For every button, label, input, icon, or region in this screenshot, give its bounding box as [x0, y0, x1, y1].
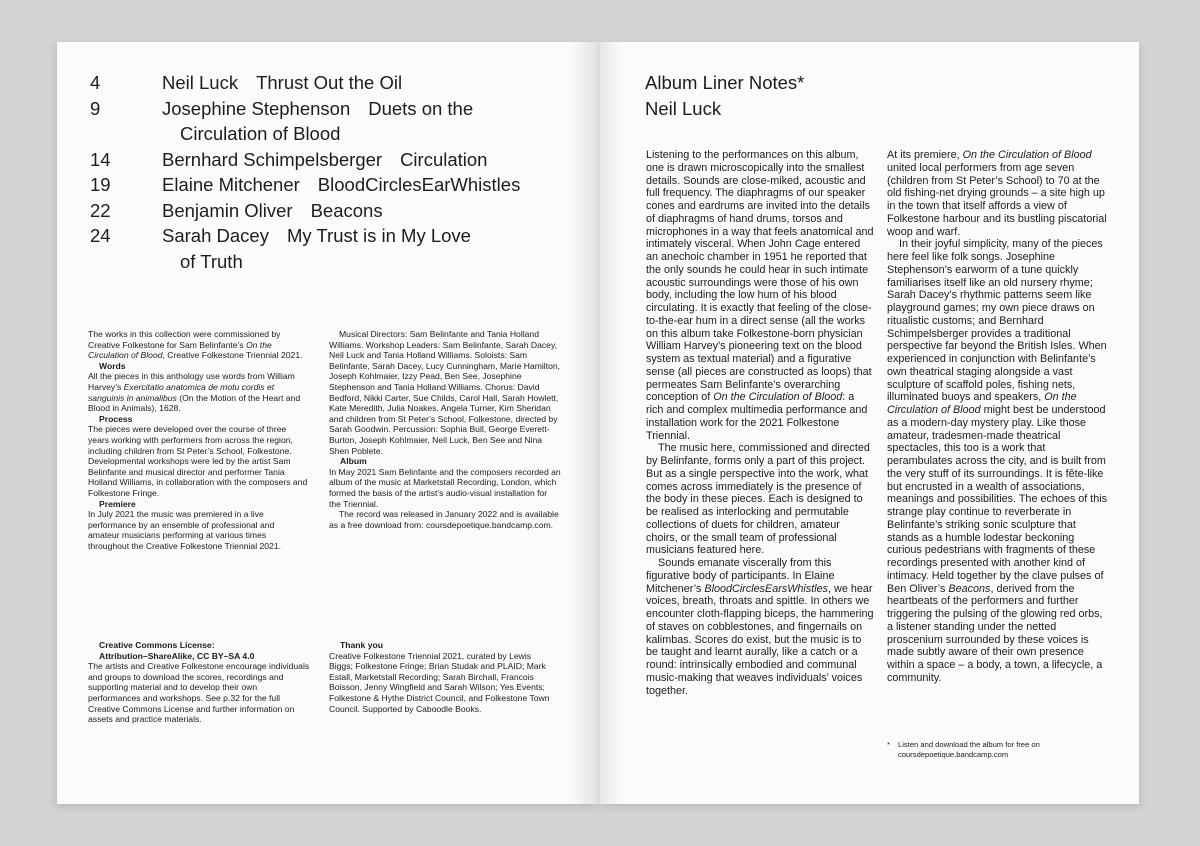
album-paragraph: In May 2021 Sam Belinfante and the composers recorded an album of the music at Marketstall Recording, London, which formed the basis of the artist’s audio-visual installation for the Triennial. — [329, 466, 561, 509]
footnote-text: Listen and download the album for free on coursdepoetique.bandcamp.com — [898, 740, 1040, 759]
italic-title: Beacons — [948, 582, 991, 595]
toc-title: My Trust is in My Love — [286, 225, 471, 246]
premiere-paragraph: In July 2021 the music was premiered in a live performance by an ensemble of professional and amateur musicians performing at various times throughout the Creative Folkestone Triennial 2021. — [88, 509, 282, 551]
process-heading: Process — [99, 413, 133, 424]
toc-artist: Sarah Dacey — [162, 225, 269, 246]
body-paragraph: The music here, commissioned and directed by Belinfante, forms only a part of this project. But as a single perspective into the work, what comes across immediately is the presence of the body in these pieces. Each is designed to be realised as interlocking and permutable collections of duets for children, amateur choirs, or the small team of professional musicians featured here. — [646, 442, 870, 557]
body-text: In their joyful simplicity, many of the pieces here feel like folk songs. Josephine Stephenson’s earworm of a tune quickly familiarises itself like an old nursery rhyme; Sarah Dacey’s rhythmic patterns seem like playground games; my own piece draws on ritualistic customs; and Bernhard Schimpelsberger provides a traditional perspective far beyond the British Isles. When experienced in conjunction with Belinfante’s own theatrical staging alongside a vast sculpture of scaffold poles, fishing nets, illuminated buoys and speakers, — [887, 238, 1107, 404]
toc-title: Circulation — [400, 148, 488, 170]
intro-text: The works in this collection were commissioned by Creative Folkestone for Sam Belinfante’s — [88, 329, 281, 350]
toc-page-number: 9 — [90, 97, 101, 119]
toc-title: BloodCirclesEarWhistles — [317, 174, 521, 195]
words-text: All the pieces in this anthology use words from William Harvey’s — [88, 371, 295, 392]
intro-paragraph — [88, 329, 308, 361]
body-text: At its premiere, — [887, 149, 960, 161]
liner-notes-author: Neil Luck — [645, 97, 722, 119]
album-heading: Album — [340, 456, 367, 467]
intro-text-end: , Creative Folkestone Triennial 2021. — [162, 350, 303, 361]
license-paragraph: The artists and Creative Folkestone encourage individuals and groups to download the scores, recordings and supporting material and to develop their own performances and workshops. See p.32 for the full Creative Commons License and further information on assets and practice materials. — [88, 661, 310, 725]
italic-title: On the Circulation of Blood — [887, 391, 1077, 416]
body-text: , we hear voices, breath, throats and spittle. In others we encounter cloth-flapping biceps, the hammering of staves on cobblestones, and fingernails on kalimbas. Scores do exist, but the music is to be taught and learnt aurally, like a catch or a round: intrinsically embodied and communal music-making that weaves individuals’ voices together. — [646, 582, 874, 697]
license-block — [88, 640, 310, 725]
toc-page-number: 14 — [90, 148, 111, 170]
thanks-heading: Thank you — [340, 640, 383, 650]
toc-entry — [90, 223, 570, 274]
toc-title-continued: of Truth — [180, 250, 243, 272]
liner-notes-title: Album Liner Notes* — [645, 72, 805, 93]
left-page — [57, 42, 600, 804]
body-text: Sounds emanate viscerally from this figurative body of participants. In Elaine Mitchener’s — [646, 557, 835, 595]
toc-entry — [90, 172, 570, 198]
gutter-shadow — [600, 42, 622, 804]
toc-title: Beacons — [310, 199, 383, 221]
album-release-paragraph: The record was released in January 2022 and is available as a free download from: coursdepoetique.bandcamp.com. — [329, 509, 559, 530]
toc-entry — [90, 198, 570, 224]
toc-page-number: 19 — [90, 174, 111, 195]
body-paragraph — [887, 238, 1109, 684]
body-paragraph — [646, 149, 874, 442]
colophon-column-2 — [329, 329, 561, 530]
toc-page-number: 4 — [90, 72, 101, 93]
words-italic-title: Exercitatio anatomica de motu cordis et sanguinis in animalibus — [88, 381, 275, 403]
book-spread — [57, 42, 1139, 804]
thanks-paragraph: Creative Folkestone Triennial 2021, curated by Lewis Biggs; Folkestone Fringe; Brian Studak and PLAID; Mark Estall, Marketstall Recording; Sarah Birchall, Francois Boisson, Jenny Wingfield and Sarah Wilson; Yes Events; Folkestone & Hythe District Council, and Folkestone Town Council. Supported by Caboodle Books. — [329, 650, 550, 714]
toc-artist: Bernhard Schimpelsberger — [162, 148, 383, 170]
toc-entry — [90, 70, 570, 96]
process-paragraph: The pieces were developed over the course of three years working with performers from across the region, including children from St Peter’s School, Folkestone. Developmental workshops were led by the artist Sam Belinfante and musical director and performer Tania Holland Williams, in collaboration with the composers and Folkestone Fringe. — [88, 424, 308, 498]
toc-page-number: 24 — [90, 225, 111, 246]
body-text: : a rich and complex multimedia performance and installation work for the 2021 Folkestone Triennial. — [646, 391, 868, 442]
body-text: , derived from the heartbeats of the performers and further triggering the pulsing of the glowing red orbs, a listener standing under the netted proscenium surrounded by these voices is made subtly aware of their own presence within a space – a body, a town, a lifecycle, a community. — [887, 582, 1103, 684]
license-heading: Creative Commons License: — [99, 640, 215, 650]
words-text-end: (On the Motion of the Heart and Blood in Animals), 1628. — [88, 392, 301, 414]
toc-entry — [90, 96, 570, 147]
words-heading: Words — [99, 360, 126, 371]
liner-notes-column-1 — [646, 149, 874, 697]
table-of-contents — [90, 70, 570, 274]
body-paragraph — [646, 557, 874, 697]
thanks-block — [329, 640, 551, 714]
toc-artist: Elaine Mitchener — [162, 174, 300, 195]
footnote-mark: * — [887, 740, 890, 749]
toc-artist: Josephine Stephenson — [162, 97, 351, 119]
toc-title: Thrust Out the Oil — [256, 72, 403, 93]
colophon-column-1 — [88, 329, 308, 551]
liner-notes-title-block — [645, 70, 804, 121]
intro-italic-title: On the Circulation of Blood — [88, 339, 272, 361]
body-paragraph — [887, 149, 1109, 238]
toc-artist: Benjamin Oliver — [162, 199, 293, 221]
toc-entry — [90, 147, 570, 173]
liner-notes-column-2 — [887, 149, 1109, 685]
italic-title: On the Circulation of Blood — [962, 149, 1092, 161]
italic-title: BloodCirclesEarsWhistles — [704, 582, 829, 595]
credits-paragraph: Musical Directors: Sam Belinfante and Tania Holland Williams. Workshop Leaders: Sam Belinfante, Sarah Dacey, Neil Luck and Tania Holland Williams. Soloists: Sam Belinfante, Sarah Dacey, Lucy Cunningham, Marie Hamilton, Joseph Kohlmaier, Izzy Pead, Ben See, Josephine Stephenson and Tania Holland Williams. Chorus: David Bedford, Nikki Carter, Sue Childs, Carol Hall, Sarah Howlett, Kate Meredith, Julia Noakes, Angela Turner, Kim Sheridan and children from St Peter’s School, Folkestone, directed by Sarah Goodwin. Percussion: Sophia Bull, George Everett-Burton, Joseph Kohlmaier, Neil Luck, Ben See and Nina Shen Poblete. — [329, 329, 561, 456]
body-text: Listening to the performances on this album, one is drawn microscopically into the smallest details. Sounds are close-miked, acoustic and full frequency. The diaphragms of our speaker cones and eardrums are invited into the details of diaphragms of hand drums, torsos and microphones in a way that feels anatomical and intimately visceral. When John Cage entered an anechoic chamber in 1951 he reported that the only sounds he could hear in such intimate acoustic surroundings were those of his own body, including the low hum of his blood circulating. It is exactly that feeling of the close-to-the-ear hum in a direct sense (all the works on this album take Folkestone-born physician William Harvey’s pioneering text on the blood system as textual material) and a figurative sense (all pieces are constructed as loops) that permeates Sam Belinfante’s overarching conception of — [646, 149, 874, 404]
toc-page-number: 22 — [90, 199, 111, 221]
body-text: united local performers from age seven (children from St Peter’s School) to 70 at the old fishing-net drying grounds – a site high up in the town that itself affords a view of Folkestone harbour and its bustling piscatorial woop and warf. — [887, 161, 1107, 238]
italic-title: On the Circulation of Blood — [713, 391, 843, 404]
toc-title: Duets on the — [368, 97, 474, 119]
premiere-heading: Premiere — [99, 498, 136, 509]
words-paragraph — [88, 371, 308, 413]
license-subheading: Attribution–ShareAlike, CC BY–SA 4.0 — [99, 650, 255, 661]
footnote — [887, 740, 1102, 759]
body-text: might best be understood as a modern-day mystery play. Like those amateur, tradesmen-made theatrical spectacles, this too is a work that perambulates across the city, and is built from the very stuff of its surroundings. It is fête-like but encrusted in a wealth of associations, meanings and possibilities. The echoes of this strange play continue to reverberate in Belinfante’s striking sonic sculpture that stands as a humble lodestar beckoning curious pedestrians with fragments of these recordings presented with another kind of intimacy. Held together by the clave pulses of Ben Oliver’s — [887, 404, 1108, 595]
gutter-shadow — [570, 42, 600, 804]
right-page — [600, 42, 1139, 804]
toc-title-continued: Circulation of Blood — [180, 123, 341, 144]
toc-artist: Neil Luck — [162, 72, 239, 93]
